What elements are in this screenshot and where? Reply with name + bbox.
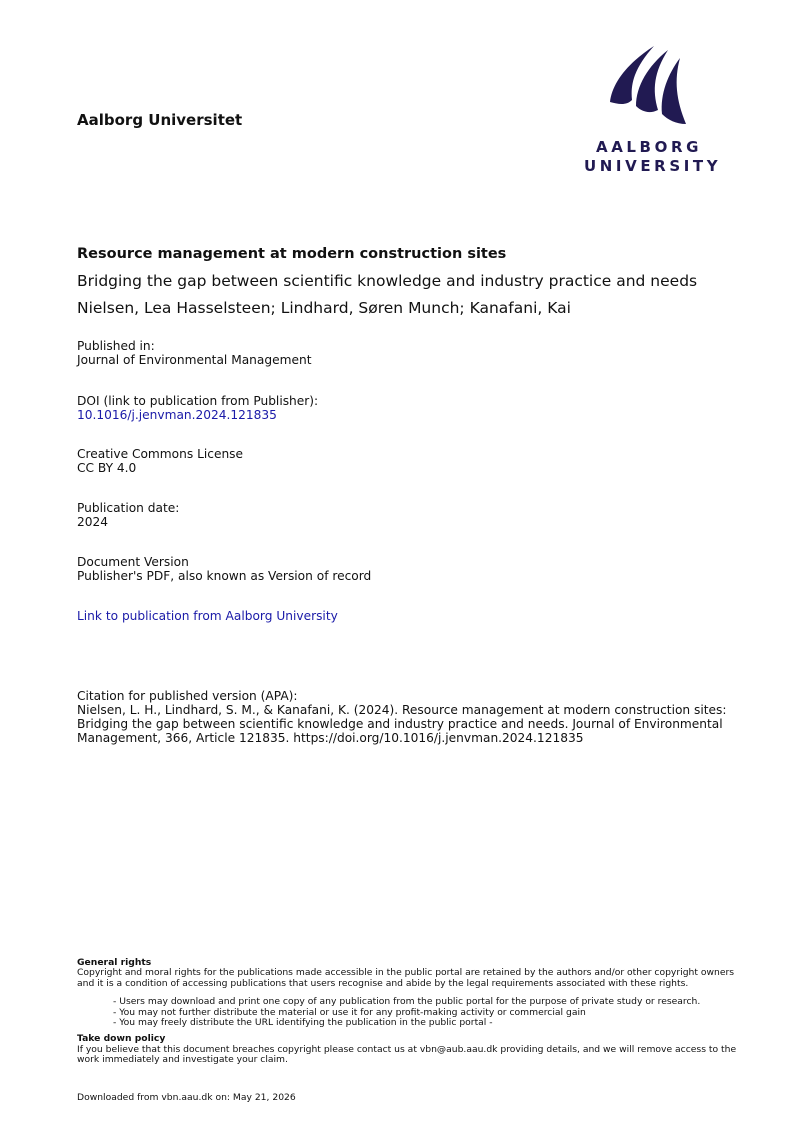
publication-date-label: Publication date: [77,501,180,515]
doi-label: DOI (link to publication from Publisher): [77,394,319,408]
document-version-block [77,555,371,583]
rights-list-item: - Users may download and print one copy of any publication from the public portal for the purpose of private study or research. [113,996,701,1008]
published-in-value: Journal of Environmental Management [77,353,312,367]
citation-label: Citation for published version (APA): [77,689,298,703]
citation-block [77,689,737,745]
publication-subtitle: Bridging the gap between scientific knowledge and industry practice and needs [77,272,698,290]
publication-date-value: 2024 [77,515,109,529]
downloaded-note: Downloaded from vbn.aau.dk on: May 21, 2026 [77,1092,296,1103]
license-label: Creative Commons License [77,447,244,461]
aalborg-university-logo [584,44,722,176]
aau-publication-link[interactable]: Link to publication from Aalborg University [77,609,338,623]
rights-block [77,958,753,1066]
license-block [77,447,243,475]
document-version-label: Document Version [77,555,189,569]
takedown-heading: Take down policy [77,1033,166,1045]
rights-list-item: - You may not further distribute the material or use it for any profit-making activity or commercial gain [113,1006,586,1018]
doi-link[interactable]: 10.1016/j.jenvman.2024.121835 [77,408,277,422]
wave-logo-icon [608,44,688,128]
general-rights-heading: General rights [77,957,152,968]
publication-date-block [77,501,179,529]
document-version-value: Publisher's PDF, also known as Version of record [77,569,372,583]
takedown-text: If you believe that this document breaches copyright please contact us at vbn@aub.aau.dk providing details, and we will remove access to the work immediately and investigate your claim. [77,1043,737,1066]
doi-block [77,394,318,422]
publication-authors: Nielsen, Lea Hasselsteen; Lindhard, Søren Munch; Kanafani, Kai [77,299,571,317]
logo-line-university: UNIVERSITY [584,157,722,175]
published-in-block [77,339,311,367]
rights-list-item: - You may freely distribute the URL identifying the publication in the public portal - [113,1017,493,1029]
publication-title: Resource management at modern construction sites [77,246,507,262]
published-in-label: Published in: [77,339,155,353]
citation-text: Nielsen, L. H., Lindhard, S. M., & Kanafani, K. (2024). Resource management at modern construction sites: Bridging the gap between scientific knowledge and industry practice and needs. Journal of Environmental Management, 366, Article 121835. https://doi.org/10.1016/j.jenvman.2024.121835 [77,703,727,745]
license-value: CC BY 4.0 [77,461,137,475]
university-name: Aalborg Universitet [77,111,243,129]
logo-line-aalborg: AALBORG [595,138,703,156]
general-rights-text: Copyright and moral rights for the publications made accessible in the public portal are retained by the authors and/or other copyright owners and it is a condition of accessing publications that users recognise and abide by the legal requirements associated with these rights. [77,967,735,989]
rights-list [77,997,753,1028]
